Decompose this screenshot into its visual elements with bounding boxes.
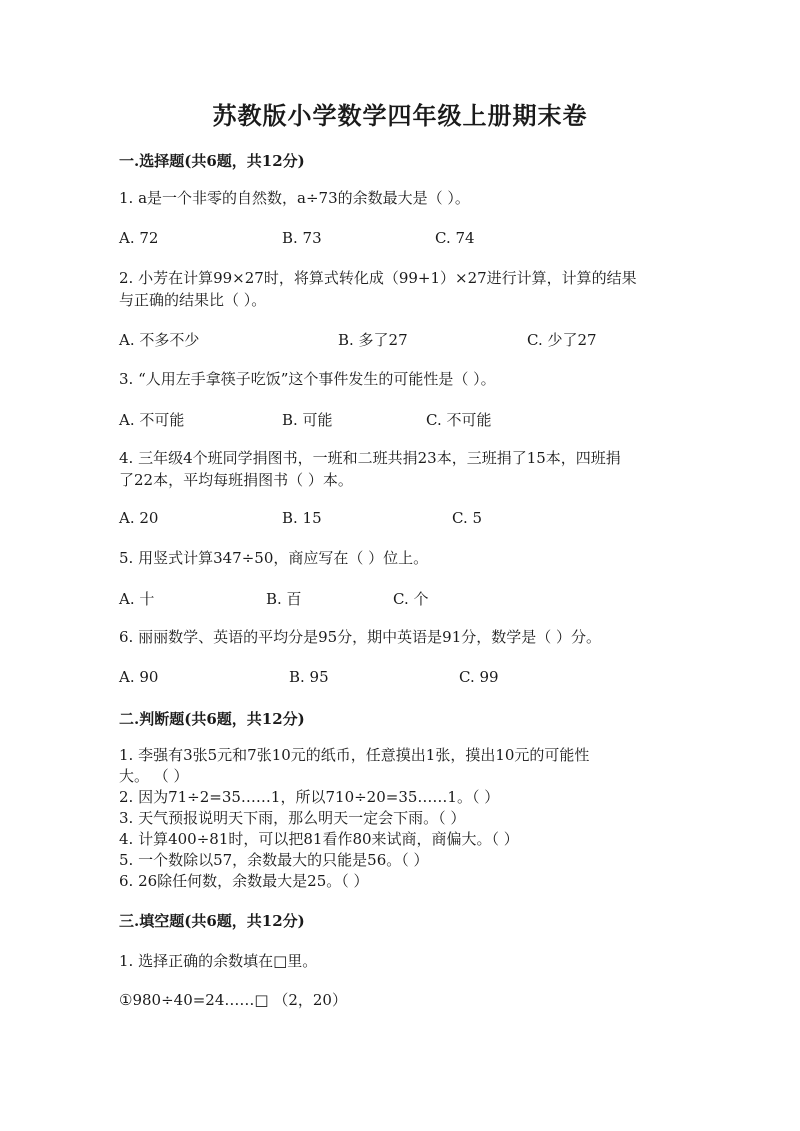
question-2-text-line-1: 2. 小芳在计算99×27时，将算式转化成（99+1）×27进行计算，计算的结果 (119, 269, 637, 287)
question-6-option-c: C. 99 (459, 668, 499, 686)
question-1-option-a: A. 72 (119, 229, 159, 247)
judgement-item-4: 4. 计算400÷81时，可以把81看作80来试商，商偏大。（ ） (119, 830, 519, 848)
question-3-text: 3. “人用左手拿筷子吃饭”这个事件发生的可能性是（ ）。 (119, 370, 496, 388)
judgement-item-6: 6. 26除任何数，余数最大是25。（ ） (119, 872, 369, 890)
exam-title: 苏教版小学数学四年级上册期末卷 (212, 101, 588, 130)
question-1-text: 1. a是一个非零的自然数，a÷73的余数最大是（ ）。 (119, 189, 470, 207)
question-5-text: 5. 用竖式计算347÷50，商应写在（ ）位上。 (119, 549, 429, 567)
question-5-option-a: A. 十 (119, 590, 155, 608)
question-3-option-c: C. 不可能 (426, 411, 492, 429)
section-heading-judgement: 二.判断题(共6题，共12分) (119, 710, 305, 728)
question-1-option-b: B. 73 (282, 229, 322, 247)
section-heading-choice: 一.选择题(共6题，共12分) (119, 152, 305, 170)
question-4-text-line-2: 了22本，平均每班捐图书（ ）本。 (119, 471, 353, 489)
judgement-item-2: 2. 因为71÷2=35……1，所以710÷20=35……1。（ ） (119, 788, 500, 806)
question-2-option-a: A. 不多不少 (119, 331, 200, 349)
question-1-option-c: C. 74 (435, 229, 475, 247)
question-3-option-b: B. 可能 (282, 411, 333, 429)
question-2-option-b: B. 多了27 (338, 331, 408, 349)
question-4-option-c: C. 5 (452, 509, 483, 527)
question-6-option-b: B. 95 (289, 668, 329, 686)
judgement-item-3: 3. 天气预报说明天下雨，那么明天一定会下雨。（ ） (119, 809, 466, 827)
judgement-item-1-line-1: 1. 李强有3张5元和7张10元的纸币，任意摸出1张，摸出10元的可能性 (119, 746, 590, 764)
judgement-item-5: 5. 一个数除以57，余数最大的只能是56。（ ） (119, 851, 429, 869)
question-6-text: 6. 丽丽数学、英语的平均分是95分，期中英语是91分，数学是（ ）分。 (119, 628, 602, 646)
question-2-text-line-2: 与正确的结果比（ ）。 (119, 291, 267, 309)
question-2-option-c: C. 少了27 (527, 331, 597, 349)
fill-in-question-1: 1. 选择正确的余数填在□里。 (119, 952, 318, 970)
question-4-option-a: A. 20 (119, 509, 159, 527)
section-heading-fill-in: 三.填空题(共6题，共12分) (119, 912, 305, 930)
question-6-option-a: A. 90 (119, 668, 159, 686)
fill-in-question-1-part-1: ①980÷40=24……□ （2，20） (119, 991, 347, 1009)
judgement-item-1-line-2: 大。 （ ） (119, 767, 189, 785)
question-4-option-b: B. 15 (282, 509, 322, 527)
question-5-option-c: C. 个 (393, 590, 429, 608)
question-4-text-line-1: 4. 三年级4个班同学捐图书，一班和二班共捐23本，三班捐了15本，四班捐 (119, 449, 621, 467)
question-3-option-a: A. 不可能 (119, 411, 185, 429)
question-5-option-b: B. 百 (266, 590, 302, 608)
